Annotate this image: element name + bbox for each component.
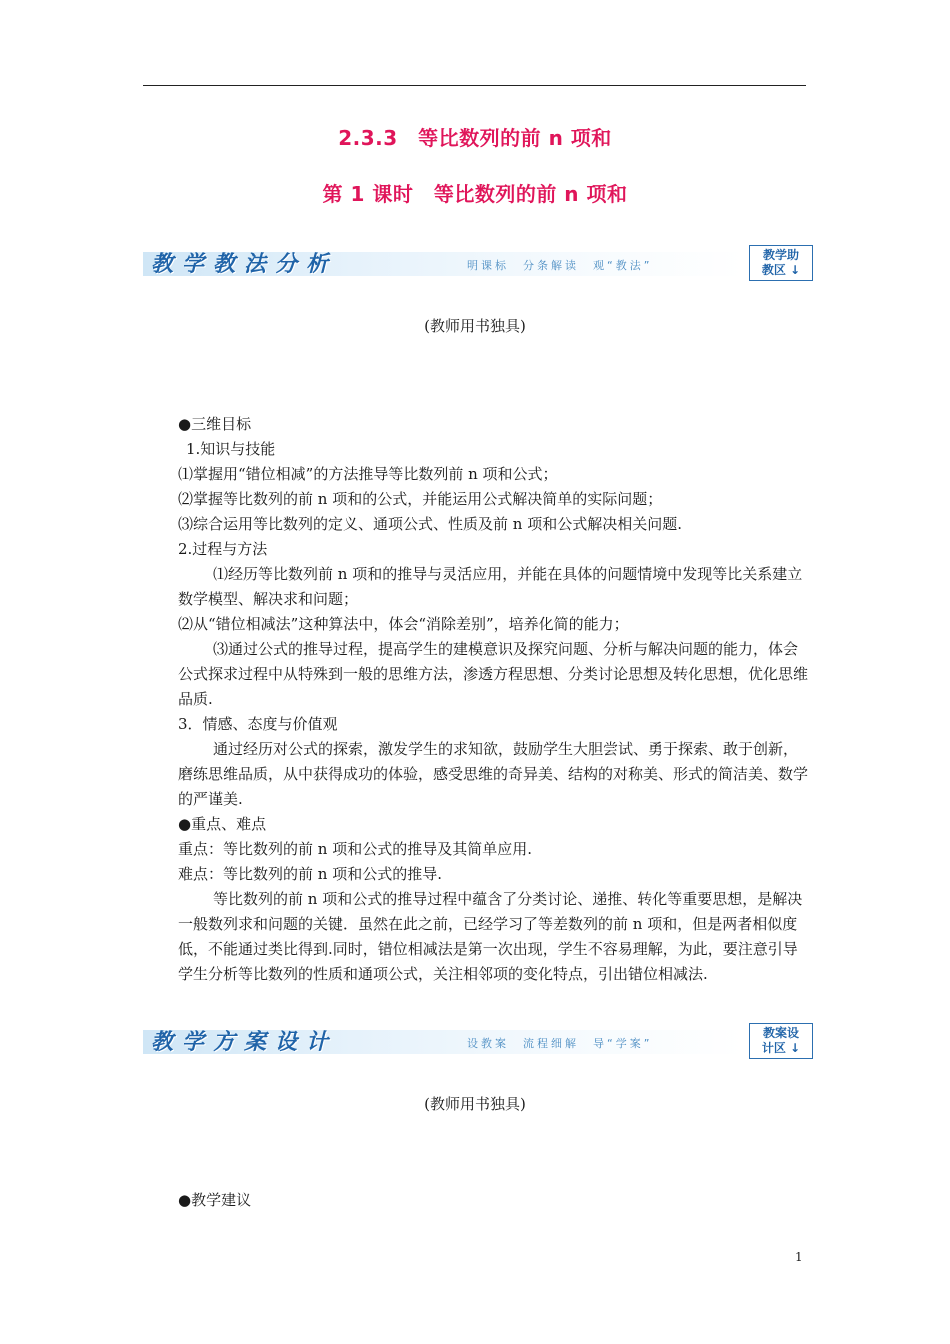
teaching-advice-heading: ●教学建议	[178, 1191, 252, 1209]
box-line-1: 教案设	[762, 1026, 799, 1040]
process-item-3: ⑶通过公式的推导过程，提高学生的建模意识及探究问题、分析与解决问题的能力，体会公式探求过程中从特殊到一般的思维方法，渗透方程思想、分类讨论思想及转化思想，优化思维品质.	[178, 640, 809, 708]
key-heading: ●重点、难点	[178, 815, 267, 833]
box-line-2: 计区 ↓	[761, 1041, 801, 1055]
page-number: 1	[795, 1250, 803, 1264]
section-title: 2.3.3 等比数列的前 n 项和	[338, 126, 612, 150]
difficult-point: 难点：等比数列的前 n 项和公式的推导.	[178, 865, 442, 883]
banner-tagline: 明课标 分条解读 观“教法”	[467, 259, 653, 272]
key-point: 重点：等比数列的前 n 项和公式的推导及其简单应用.	[178, 840, 532, 858]
lesson-title: 第 1 课时 等比数列的前 n 项和	[322, 182, 628, 206]
banner-tagline: 设教案 流程细解 导“学案”	[467, 1037, 653, 1050]
box-line-1: 教学助	[762, 248, 799, 262]
teaching-plan-banner	[143, 1023, 815, 1061]
knowledge-heading: 1.知识与技能	[186, 440, 276, 458]
analysis-paragraph: 等比数列的前 n 项和公式的推导过程中蕴含了分类讨论、递推、转化等重要思想，是解决一般数列求和问题的关键．虽然在此之前，已经学习了等差数列的前 n 项和，但是两者相似度低，不能通过类比得到.同时，错位相减法是第一次出现，学生不容易理解，为此，要注意引导学生分析等比数列的性质和通项公式，关注相邻项的变化特点，引出错位相减法.	[178, 890, 803, 983]
emotion-item: 通过经历对公式的探索，激发学生的求知欲，鼓励学生大胆尝试、勇于探索、敢于创新，磨练思维品质，从中获得成功的体验，感受思维的奇异美、结构的对称美、形式的简洁美、数学的严谨美.	[178, 740, 809, 808]
lesson-objectives	[178, 412, 808, 987]
knowledge-item-1: ⑴掌握用“错位相减”的方法推导等比数列前 n 项和公式；	[178, 465, 558, 483]
process-item-1: ⑴经历等比数列前 n 项和的推导与灵活应用，并能在具体的问题情境中发现等比关系建立数学模型、解决求和问题；	[178, 565, 803, 608]
teacher-only-note: (教师用书独具)	[424, 317, 526, 335]
teaching-aid-zone-link[interactable]	[749, 245, 813, 281]
teaching-method-banner	[143, 245, 815, 283]
header-rule	[143, 85, 806, 86]
process-heading: 2.过程与方法	[178, 540, 268, 558]
emotion-heading: 3．情感、态度与价值观	[178, 715, 338, 733]
banner-heading: 教学教法分析	[151, 251, 338, 277]
plan-design-zone-link[interactable]	[749, 1023, 813, 1059]
teacher-only-note: (教师用书独具)	[424, 1095, 526, 1113]
goals-heading: ●三维目标	[178, 415, 252, 433]
knowledge-item-3: ⑶综合运用等比数列的定义、通项公式、性质及前 n 项和公式解决相关问题.	[178, 515, 682, 533]
process-item-2: ⑵从“错位相减法”这种算法中，体会“消除差别”，培养化简的能力；	[178, 615, 629, 633]
knowledge-item-2: ⑵掌握等比数列的前 n 项和的公式，并能运用公式解决简单的实际问题；	[178, 490, 663, 508]
box-line-2: 教区 ↓	[761, 263, 801, 277]
banner-heading: 教学方案设计	[151, 1029, 338, 1055]
